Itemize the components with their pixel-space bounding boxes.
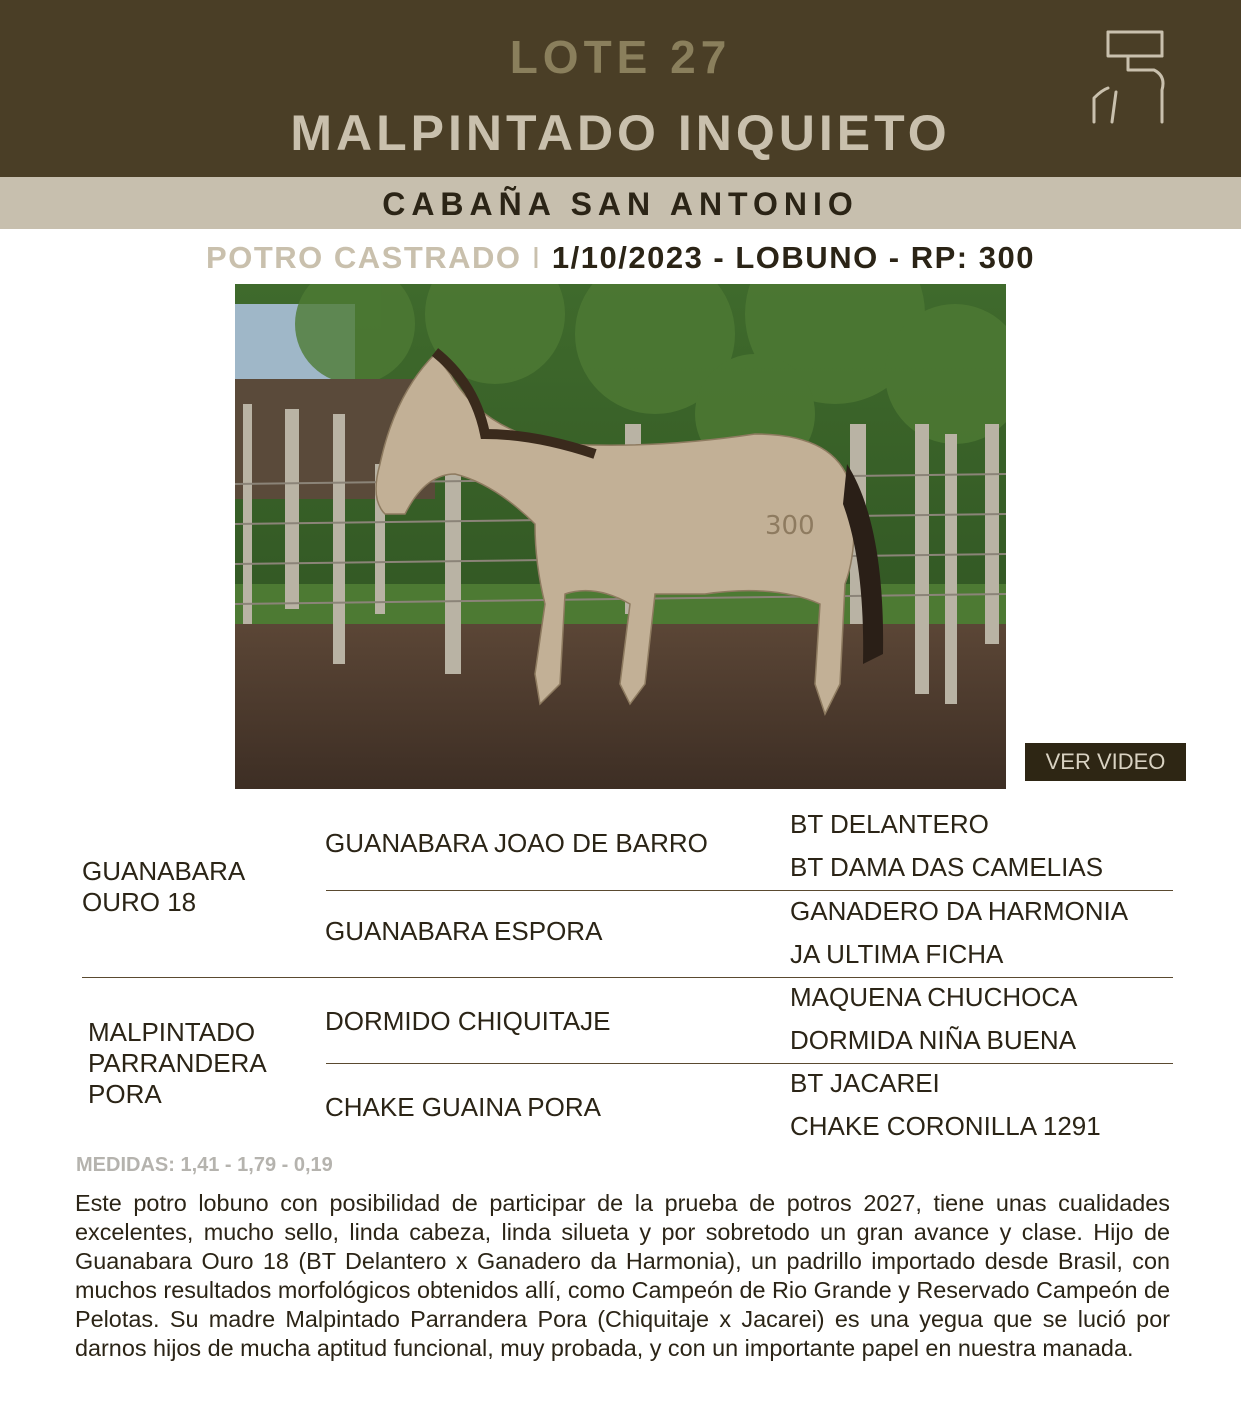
pedigree-divider bbox=[326, 890, 1173, 891]
horse-subtitle bbox=[0, 240, 1241, 276]
horse-photo bbox=[235, 284, 1006, 789]
horse-category: POTRO CASTRADO bbox=[206, 240, 522, 275]
horse-name: MALPINTADO INQUIETO bbox=[290, 105, 951, 161]
pedigree-sire: GUANABARA OURO 18 bbox=[82, 856, 244, 917]
pedigree-sire-sire-dam: BT DAMA DAS CAMELIAS bbox=[790, 852, 1104, 882]
pedigree-main-divider bbox=[82, 977, 1173, 978]
pedigree-sire-dam-sire: GANADERO DA HARMONIA bbox=[790, 896, 1129, 926]
pedigree-dam-sire-sire: MAQUENA CHUCHOCA bbox=[790, 982, 1078, 1012]
pedigree-dam: MALPINTADO PARRANDERA PORA bbox=[88, 1017, 266, 1109]
pedigree-dam-sire: DORMIDO CHIQUITAJE bbox=[325, 1006, 611, 1036]
pedigree-sire-dam-dam: JA ULTIMA FICHA bbox=[790, 939, 1004, 969]
brand-logo-icon bbox=[1088, 26, 1172, 126]
svg-text:300: 300 bbox=[765, 511, 815, 541]
breeder-name: CABAÑA SAN ANTONIO bbox=[382, 186, 859, 222]
horse-photo-illustration bbox=[235, 284, 1006, 789]
pedigree-sire-sire-sire: BT DELANTERO bbox=[790, 809, 989, 839]
pedigree-dam-dam: CHAKE GUAINA PORA bbox=[325, 1092, 601, 1122]
video-button[interactable]: VER VIDEO bbox=[1025, 743, 1186, 781]
lot-number: LOTE 27 bbox=[509, 31, 732, 83]
description: Este potro lobuno con posibilidad de participar de la prueba de potros 2027, tiene unas cualidades excelentes, mucho sello, linda cabeza, linda silueta y por sobretodo un gran avance y clase. Hijo de Guanabara Ouro 18 (BT Delantero x Ganadero da Harmonia), un padrillo importado desde Brasil, con muchos resultados morfológicos obtenidos allí, como Campeón de Rio Grande y Reservado Campeón de Pelotas. Su madre Malpintado Parrandera Pora (Chiquitaje x Jacarei) es una yegua que se lució por darnos hijos de mucha aptitud funcional, muy probada, y con un importante papel en nuestra manada. bbox=[75, 1190, 1170, 1361]
pedigree-sire-dam: GUANABARA ESPORA bbox=[325, 916, 603, 946]
horse-details: 1/10/2023 - LOBUNO - RP: 300 bbox=[551, 240, 1035, 275]
pedigree-dam-sire-dam: DORMIDA NIÑA BUENA bbox=[790, 1025, 1077, 1055]
pedigree-dam-dam-dam: CHAKE CORONILLA 1291 bbox=[790, 1111, 1101, 1141]
measurements: MEDIDAS: 1,41 - 1,79 - 0,19 bbox=[76, 1154, 333, 1176]
pedigree-sire-sire: GUANABARA JOAO DE BARRO bbox=[325, 828, 708, 858]
pedigree-divider bbox=[326, 1063, 1173, 1064]
subtitle-separator: I bbox=[531, 240, 542, 275]
pedigree-dam-dam-sire: BT JACAREI bbox=[790, 1068, 940, 1098]
